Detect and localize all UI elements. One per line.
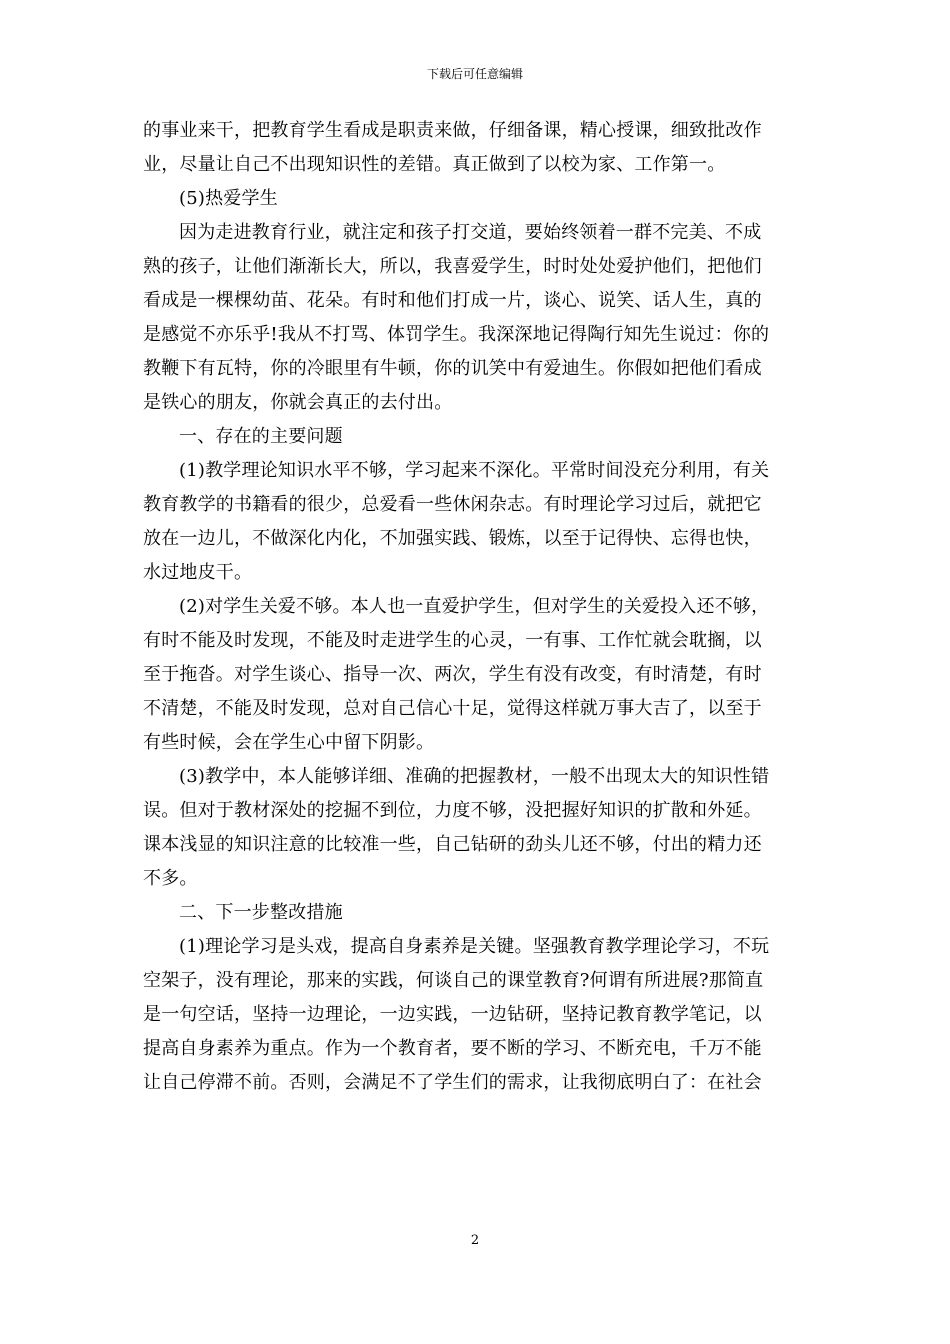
text-line: (1)理论学习是头戏，提高自身素养是关键。坚强教育教学理论学习，不玩: [179, 936, 770, 957]
text-line: 一、存在的主要问题: [179, 426, 343, 447]
text-line: 二、下一步整改措施: [179, 902, 343, 923]
paragraph: [143, 930, 808, 1100]
text-line: 看成是一棵棵幼苗、花朵。有时和他们打成一片，谈心、说笑、话人生，真的: [143, 290, 762, 311]
text-line: 业，尽量让自己不出现知识性的差错。真正做到了以校为家、工作第一。: [143, 154, 726, 175]
document-body: [143, 114, 808, 1100]
page-number: 2: [470, 1233, 480, 1248]
text-line: 放在一边儿，不做深化内化，不加强实践、锻炼，以至于记得快、忘得也快，: [143, 528, 762, 549]
paragraph: [143, 760, 808, 896]
text-line: (3)教学中，本人能够详细、准确的把握教材，一般不出现太大的知识性错: [179, 766, 770, 787]
text-line: 空架子，没有理论，那来的实践，何谈自己的课堂教育?何谓有所进展?那简直: [143, 970, 764, 991]
text-line: 教育教学的书籍看的很少，总爱看一些休闲杂志。有时理论学习过后，就把它: [143, 494, 762, 515]
paragraph: [143, 420, 808, 454]
text-line: 是一句空话，坚持一边理论，一边实践，一边钻研，坚持记教育教学笔记，以: [143, 1004, 762, 1025]
page-header: 下载后可任意编辑: [426, 67, 523, 81]
text-line: 熟的孩子，让他们渐渐长大，所以，我喜爱学生，时时处处爱护他们，把他们: [143, 256, 762, 277]
paragraph: [143, 454, 808, 590]
text-line: 有些时候，会在学生心中留下阴影。: [143, 732, 435, 753]
paragraph: [143, 182, 808, 216]
text-line: 不清楚，不能及时发现，总对自己信心十足，觉得这样就万事大吉了，以至于: [143, 698, 762, 719]
text-line: 至于拖沓。对学生谈心、指导一次、两次，学生有没有改变，有时清楚，有时: [143, 664, 762, 685]
text-line: 的事业来干，把教育学生看成是职责来做，仔细备课，精心授课，细致批改作: [143, 120, 762, 141]
text-line: 让自己停滞不前。否则，会满足不了学生们的需求，让我彻底明白了：在社会: [143, 1072, 762, 1093]
text-line: 提高自身素养为重点。作为一个教育者，要不断的学习、不断充电，千万不能: [143, 1038, 762, 1059]
text-line: 是感觉不亦乐乎!我从不打骂、体罚学生。我深深地记得陶行知先生说过：你的: [143, 324, 770, 345]
text-line: (5)热爱学生: [179, 188, 278, 209]
paragraph: [143, 896, 808, 930]
text-line: 课本浅显的知识注意的比较准一些，自己钻研的劲头儿还不够，付出的精力还: [143, 834, 762, 855]
text-line: 因为走进教育行业，就注定和孩子打交道，要始终领着一群不完美、不成: [179, 222, 762, 243]
text-line: 有时不能及时发现，不能及时走进学生的心灵，一有事、工作忙就会耽搁，以: [143, 630, 762, 651]
text-line: 不多。: [143, 868, 198, 889]
text-line: (2)对学生关爱不够。本人也一直爱护学生，但对学生的关爱投入还不够，: [179, 596, 770, 617]
paragraph: [143, 114, 808, 182]
text-line: (1)教学理论知识水平不够，学习起来不深化。平常时间没充分利用，有关: [179, 460, 770, 481]
text-line: 是铁心的朋友，你就会真正的去付出。: [143, 392, 453, 413]
text-line: 水过地皮干。: [143, 562, 253, 583]
text-line: 教鞭下有瓦特，你的冷眼里有牛顿，你的讥笑中有爱迪生。你假如把他们看成: [143, 358, 762, 379]
paragraph: [143, 590, 808, 760]
text-line: 误。但对于教材深处的挖掘不到位，力度不够，没把握好知识的扩散和外延。: [143, 800, 762, 821]
paragraph: [143, 216, 808, 420]
